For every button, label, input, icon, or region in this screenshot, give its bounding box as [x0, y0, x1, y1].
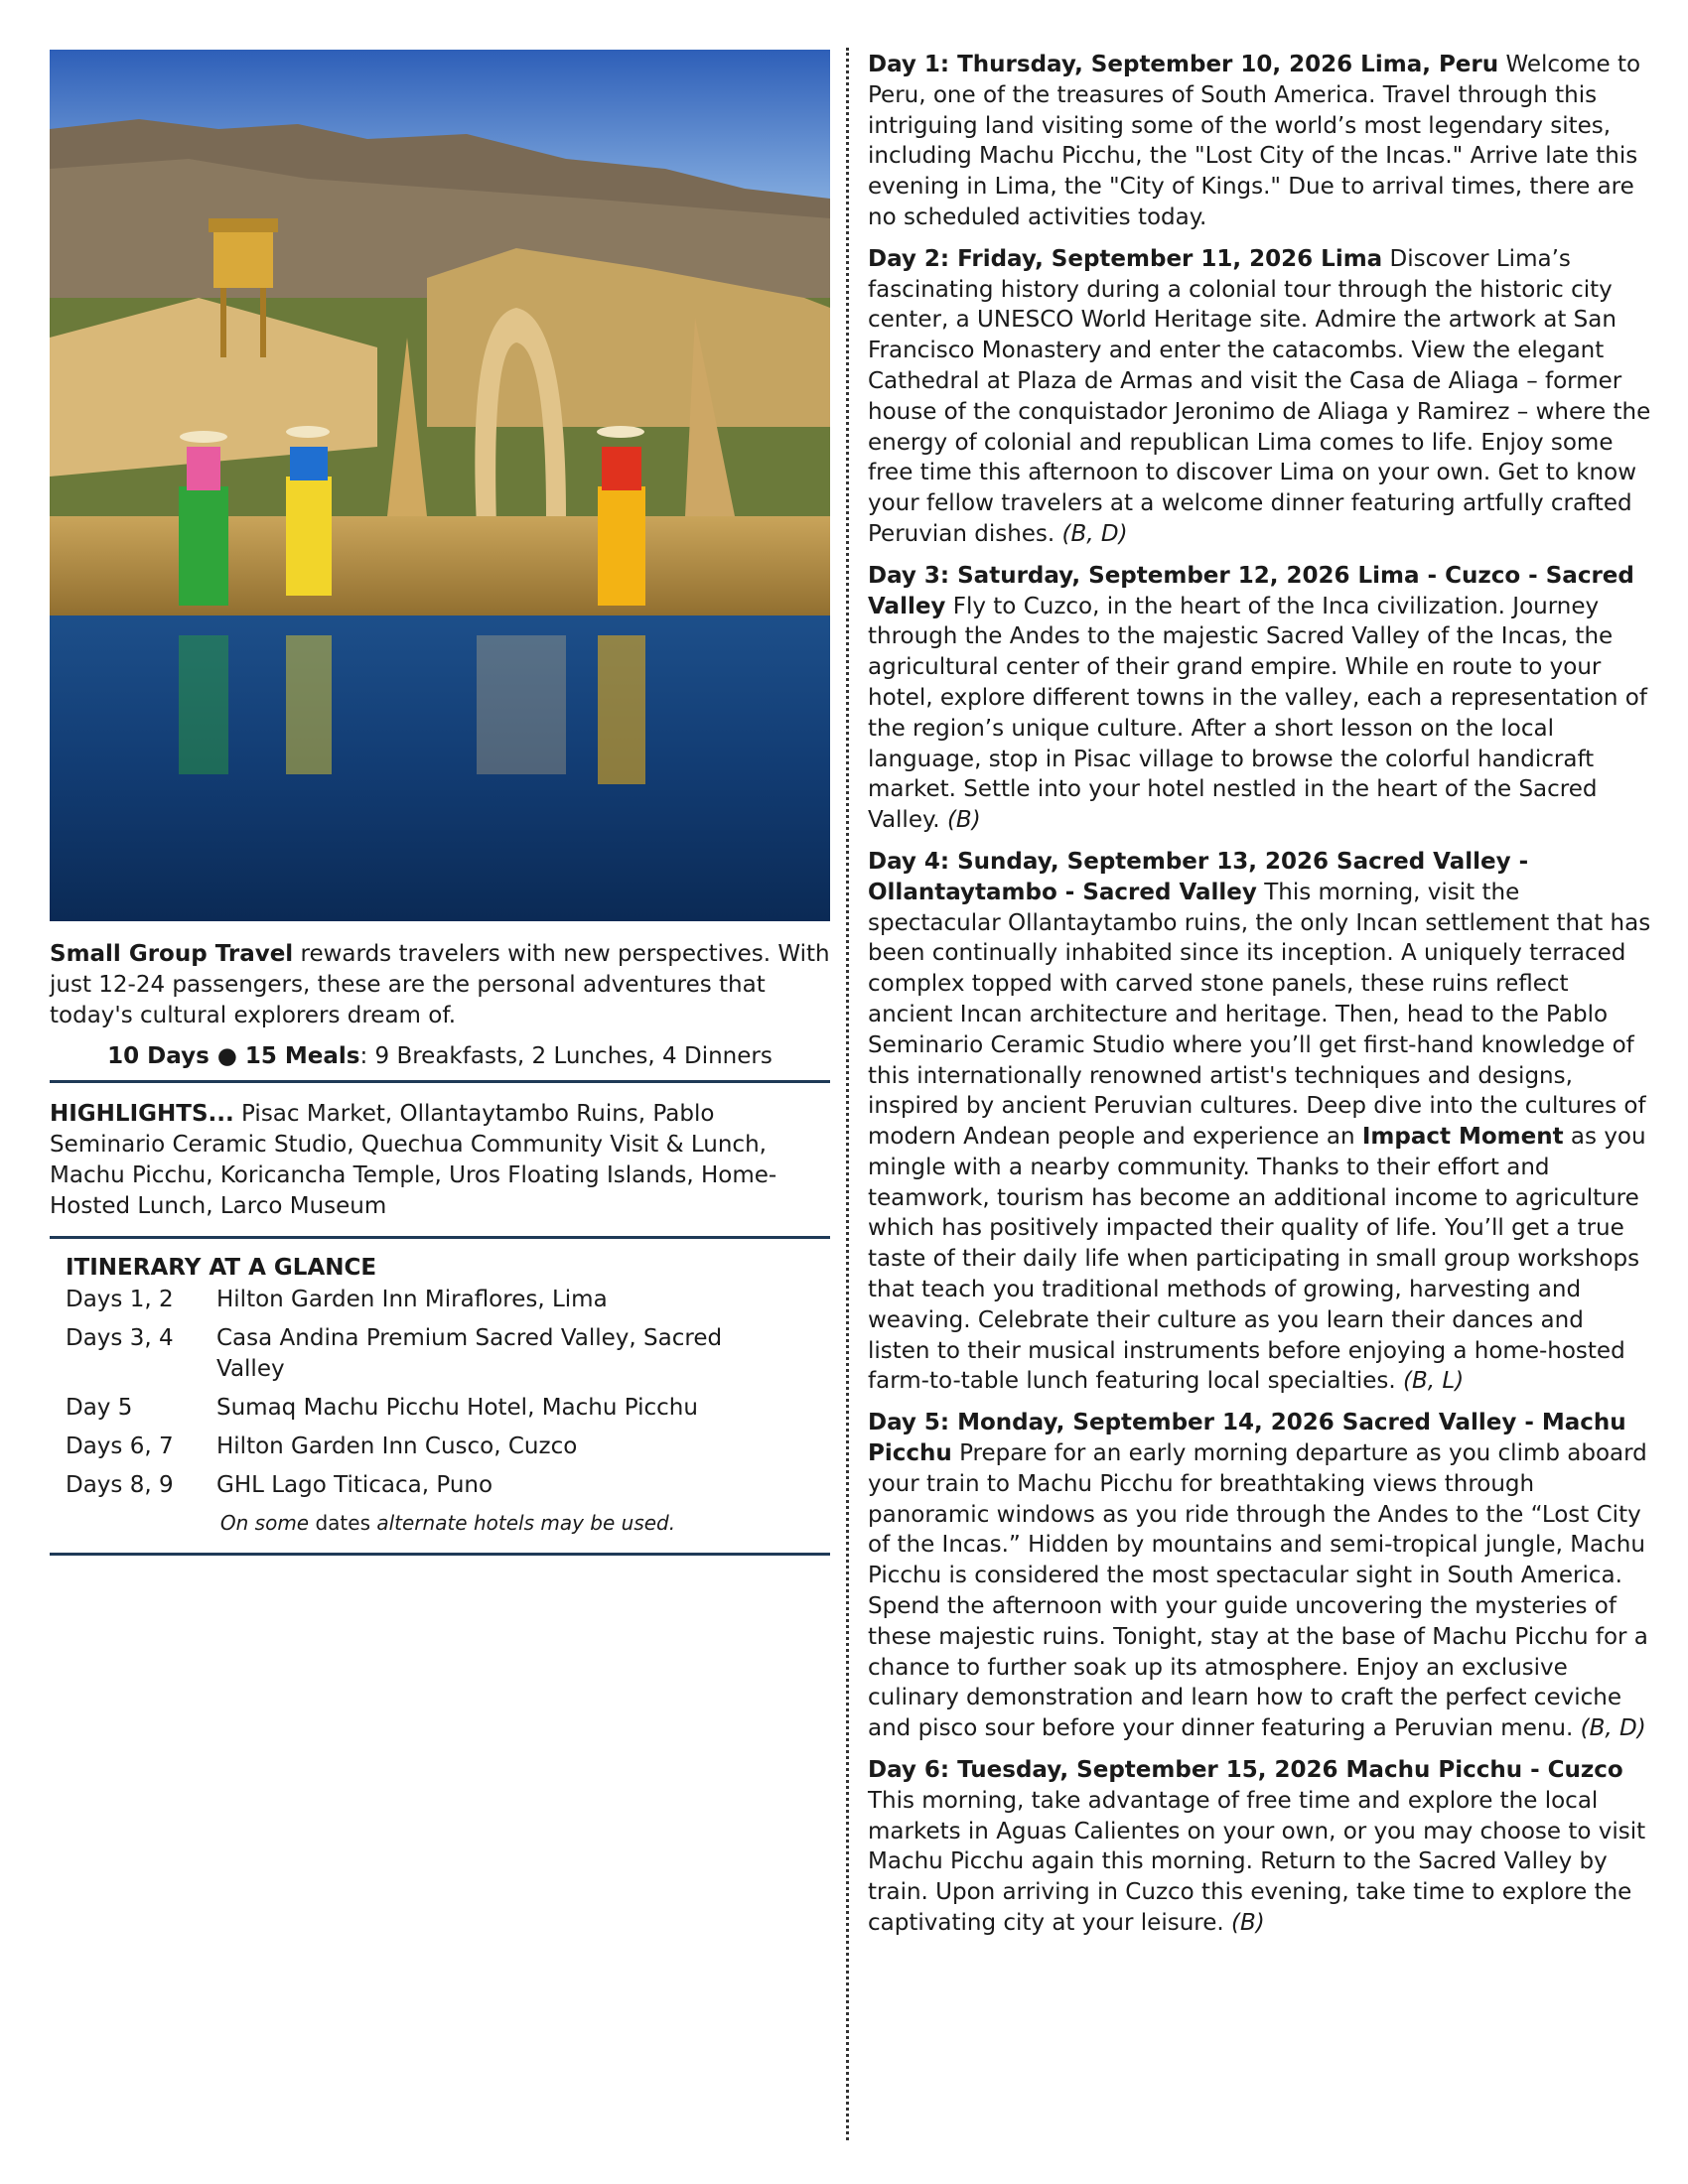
day-heading: Day 5: Monday, September 14, 2026 Sacred Valley - Machu Picchu — [868, 1410, 1626, 1467]
impact-moment: Impact Moment — [1361, 1124, 1564, 1151]
day-entry — [868, 847, 1652, 1397]
glance-days: Days 3, 4 — [66, 1325, 174, 1351]
intro-text: rewards travelers with new perspectives. With just 12-24 passengers, these are the personal adventures that today's cultural explorers dream of. — [50, 941, 830, 1028]
day-heading: Day 4: Sunday, September 13, 2026 Sacred Valley - Ollantaytambo - Sacred Valley — [868, 848, 1529, 905]
highlights-paragraph — [50, 1099, 830, 1222]
glance-days: Day 5 — [66, 1395, 133, 1421]
glance-row — [66, 1393, 830, 1424]
glance-row — [66, 1285, 830, 1315]
right-column — [868, 50, 1652, 1950]
day-entry — [868, 50, 1652, 233]
intro-paragraph — [50, 939, 830, 1031]
itinerary-at-a-glance — [50, 1239, 830, 1553]
day-heading: Day 3: Saturday, September 12, 2026 Lima - Cuzco - Sacred Valley — [868, 562, 1634, 619]
meals-lead: 10 Days ● 15 Meals — [107, 1043, 360, 1069]
day-heading: Day 6: Tuesday, September 15, 2026 Machu Picchu - Cuzco — [868, 1757, 1623, 1784]
highlights-text: Pisac Market, Ollantaytambo Ruins, Pablo Seminario Ceramic Studio, Quechua Community Visit & Lunch, Machu Picchu, Koricancha Temple, Uros Floating Islands, Home-Hosted Lunch, Larco Museum — [50, 1101, 777, 1219]
uros-islands-photo — [50, 50, 830, 921]
day-body: Prepare for an early morning departure as you climb aboard your train to Machu Picchu for breathtaking views through panoramic windows as you ride through the Andes to the “Lost City of the Incas.” Hidden by mountains and semi-tropical jungle, Machu Picchu is considered the most spectacular sight in South America. Spend the afternoon with your guide uncovering the mysteries of these majestic ruins. Tonight, stay at the base of Machu Picchu for a chance to further soak up its atmosphere. Enjoy an exclusive culinary demonstration and learn how to craft the perfect ceviche and pisco sour before your dinner featuring a Peruvian menu. — [868, 1440, 1648, 1742]
day-body: This morning, visit the spectacular Ollantaytambo ruins, the only Incan settlement that has been continually inhabited since its inception. A uniquely terraced complex topped with carved stone panels, these ruins reflect ancient Incan architecture and heritage. Then, head to the Pablo Seminario Ceramic Studio where you’ll get first-hand knowledge of this internationally renowned artist's techniques and designs, inspired by ancient Peruvian cultures. Deep dive into the cultures of modern Andean people and experience an — [868, 879, 1651, 1151]
glance-days: Days 8, 9 — [66, 1472, 174, 1498]
left-column — [50, 50, 830, 1556]
day-body: Welcome to Peru, one of the treasures of South America. Travel through this intriguing land visiting some of the world’s most legendary sites, including Machu Picchu, the "Lost City of the Incas." Arrive late this evening in Lima, the "City of Kings." Due to arrival times, there are no scheduled activities today. — [868, 52, 1641, 230]
glance-days: Days 6, 7 — [66, 1433, 174, 1459]
intro-lead: Small Group Travel — [50, 941, 294, 967]
glance-note — [66, 1509, 830, 1537]
glance-title: ITINERARY AT A GLANCE — [66, 1255, 377, 1281]
column-divider — [846, 48, 849, 2140]
glance-row — [66, 1323, 830, 1385]
day-heading: Day 1: Thursday, September 10, 2026 Lima, Peru — [868, 52, 1499, 77]
glance-note-part: dates — [309, 1511, 377, 1535]
glance-row — [66, 1432, 830, 1462]
meals-summary — [50, 1041, 830, 1072]
day-body: This morning, take advantage of free time and explore the local markets in Aguas Calientes on your own, or you may choose to visit Machu Picchu again this morning. Return to the Sacred Valley by train. Upon arriving in Cuzco this evening, take time to explore the captivating city at your leisure. — [868, 1787, 1646, 1937]
glance-hotel: GHL Lago Titicaca, Puno — [216, 1472, 493, 1498]
day-body: as you mingle with a nearby community. Thanks to their effort and teamwork, tourism has become an additional income to agriculture which has positively impacted their quality of life. You’ll get a true taste of their daily life when participating in small group workshops that teach you traditional methods of growing, harvesting and weaving. Celebrate their culture as you learn their dances and listen to their musical instruments before enjoying a home-hosted farm-to-table lunch featuring local specialties. — [868, 1124, 1646, 1395]
glance-note-part: alternate hotels may be used. — [376, 1511, 676, 1535]
day-meals: (B) — [1231, 1910, 1265, 1937]
glance-days: Days 1, 2 — [66, 1287, 174, 1312]
day-entry — [868, 561, 1652, 836]
day-entry — [868, 1408, 1652, 1744]
day-body: Discover Lima’s fascinating history during a colonial tour through the historic city center, a UNESCO World Heritage site. Admire the artwork at San Francisco Monastery and enter the catacombs. View the elegant Cathedral at Plaza de Armas and visit the Casa de Aliaga – former house of the conquistador Jeronimo de Aliaga y Ramirez – where the energy of colonial and republican Lima comes to life. Enjoy some free time this afternoon to discover Lima on your own. Get to know your fellow travelers at a welcome dinner featuring artfully crafted Peruvian dishes. — [868, 245, 1651, 547]
day-entry — [868, 1755, 1652, 1939]
glance-hotel: Casa Andina Premium Sacred Valley, Sacred Valley — [216, 1325, 723, 1382]
glance-row — [66, 1470, 830, 1501]
section-rule — [50, 1553, 830, 1556]
day-meals: (B) — [946, 807, 981, 834]
section-rule — [50, 1080, 830, 1083]
day-heading: Day 2: Friday, September 11, 2026 Lima — [868, 245, 1383, 272]
day-meals: (B, L) — [1403, 1368, 1465, 1395]
highlights-lead: HIGHLIGHTS... — [50, 1101, 234, 1127]
meals-text: : 9 Breakfasts, 2 Lunches, 4 Dinners — [359, 1043, 773, 1069]
day-meals: (B, D) — [1580, 1715, 1646, 1742]
glance-note-part: On some — [219, 1511, 310, 1535]
glance-hotel: Sumaq Machu Picchu Hotel, Machu Picchu — [216, 1395, 698, 1421]
day-body: Fly to Cuzco, in the heart of the Inca civilization. Journey through the Andes to the majestic Sacred Valley of the Incas, the agricultural center of their grand empire. While en route to your hotel, explore different towns in the valley, each a representation of the region’s unique culture. After a short lesson on the local language, stop in Pisac village to browse the colorful handicraft market. Settle into your hotel nestled in the heart of the Sacred Valley. — [868, 593, 1647, 834]
glance-hotel: Hilton Garden Inn Miraflores, Lima — [216, 1287, 608, 1312]
glance-hotel: Hilton Garden Inn Cusco, Cuzco — [216, 1433, 578, 1459]
day-entry — [868, 244, 1652, 550]
day-meals: (B, D) — [1061, 520, 1128, 547]
